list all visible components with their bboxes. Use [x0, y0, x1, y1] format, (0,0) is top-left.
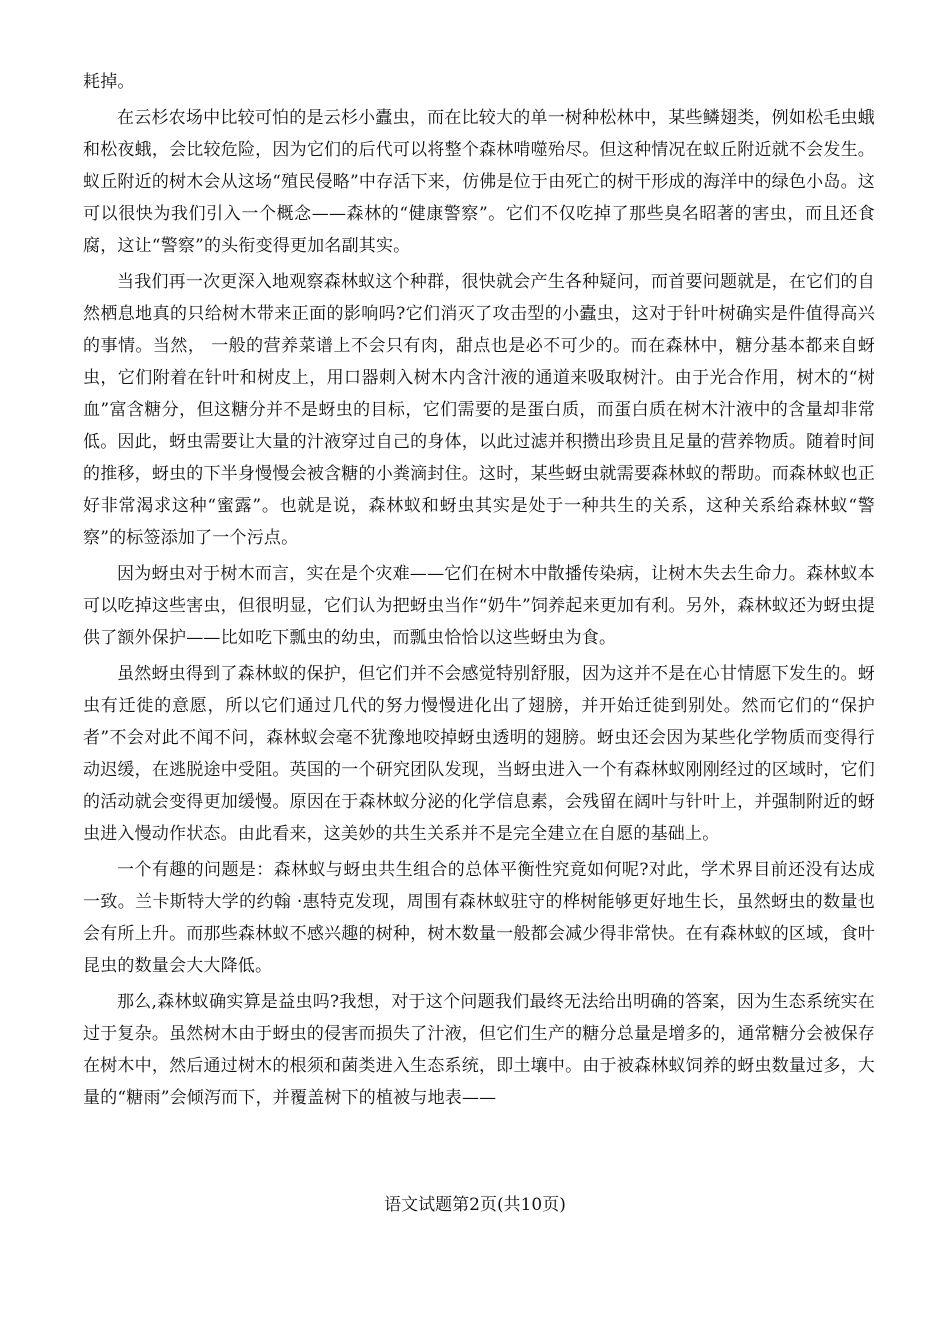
paragraph-aphid-protection: 虽然蚜虫得到了森林蚁的保护，但它们并不会感觉特别舒服，因为这并不是在心甘情愿下发生的。蚜虫有迁徙的意愿，所以它们通过几代的努力慢慢进化出了翅膀，并开始迁徙到别处。然而它们的“保护者”不会对此不闻不问，森林蚁会毫不犹豫地咬掉蚜虫透明的翅膀。蚜虫还会因为某些化学物质而变得行动迟缓，在逃脱途中受阻。英国的一个研究团队发现，当蚜虫进入一个有森林蚁刚刚经过的区域时，它们的活动就会变得更加缓慢。原因在于森林蚁分泌的化学信息素，会残留在阔叶与针叶上，并强制附近的蚜虫进入慢动作状态。由此看来，这美妙的共生关系并不是完全建立在自愿的基础上。: [83, 664, 875, 844]
paragraph-aphid-symbiosis: 当我们再一次更深入地观察森林蚁这个种群，很快就会产生各种疑问，而首要问题就是，在它们的自然栖息地真的只给树木带来正面的影响吗?它们消灭了攻击型的小蠹虫，这对于针叶树确实是件值得高兴的事情。当然， 一般的营养菜谱上不会只有肉，甜点也是必不可少的。而在森林中，糖分基本都来自蚜虫，它们附着在针叶和树皮上，用口器刺入树木内含汁液的通道来吸取树汁。由于光合作用，树木的“树血”富含糖分，但这糖分并不是蚜虫的目标，它们需要的是蛋白质，而蛋白质在树木汁液中的含量却非常低。因此，蚜虫需要让大量的汁液穿过自己的身体，以此过滤并积攒出珍贵且足量的营养物质。随着时间的推移，蚜虫的下半身慢慢会被含糖的小粪滴封住。这时，某些蚜虫就需要森林蚁的帮助。而森林蚁也正好非常渴求这种“蜜露”。也就是说，森林蚁和蚜虫其实是处于一种共生的关系，这种关系给森林蚁“警察”的标签添加了一个污点。: [83, 272, 875, 548]
paragraph-continued: 耗掉。: [83, 72, 135, 92]
paragraph-balance-question: 一个有趣的问题是：森林蚁与蚜虫共生组合的总体平衡性究竟如何呢?对此，学术界目前还没有达成一致。兰卡斯特大学的约翰 ·惠特克发现，周围有森林蚁驻守的桦树能够更好地生长，虽然蚜虫的数量也会有所上升。而那些森林蚁不感兴趣的树种，树木数量一般都会减少得非常快。在有森林蚁的区域，食叶昆虫的数量会大大降低。: [83, 860, 875, 976]
paragraph-spruce-beetle: 在云杉农场中比较可怕的是云杉小蠹虫，而在比较大的单一树种松林中，某些鳞翅类，例如松毛虫蛾和松夜蛾，会比较危险，因为它们的后代可以将整个森林啃噬殆尽。但这种情况在蚁丘附近就不会发生。蚁丘附近的树木会从这场“殖民侵略”中存活下来，仿佛是位于由死亡的树干形成的海洋中的绿色小岛。这可以很快为我们引入一个概念——森林的“健康警察”。它们不仅吃掉了那些臭名昭著的害虫，而且还食腐，这让“警察”的头衔变得更加名副其实。: [83, 108, 875, 256]
page-footer: 语文试题第2页(共10页): [384, 1195, 566, 1215]
paragraph-aphid-disaster: 因为蚜虫对于树木而言，实在是个灾难——它们在树木中散播传染病，让树木失去生命力。森林蚁本可以吃掉这些害虫，但很明显，它们认为把蚜虫当作“奶牛”饲养起来更加有利。另外，森林蚁还为蚜虫提供了额外保护——比如吃下瓢虫的幼虫，而瓢虫恰恰以这些蚜虫为食。: [83, 564, 875, 648]
document-body: [83, 66, 875, 1114]
paragraph-beneficial-question: 那么,森林蚁确实算是益虫吗?我想，对于这个问题我们最终无法给出明确的答案，因为生态系统实在过于复杂。虽然树木由于蚜虫的侵害而损失了汁液，但它们生产的糖分总量是增多的，通常糖分会被保存在树木中，然后通过树木的根须和菌类进入生态系统，即土壤中。由于被森林蚁饲养的蚜虫数量过多，大量的“糖雨”会倾泻而下，并覆盖树下的植被与地表——: [83, 992, 875, 1108]
